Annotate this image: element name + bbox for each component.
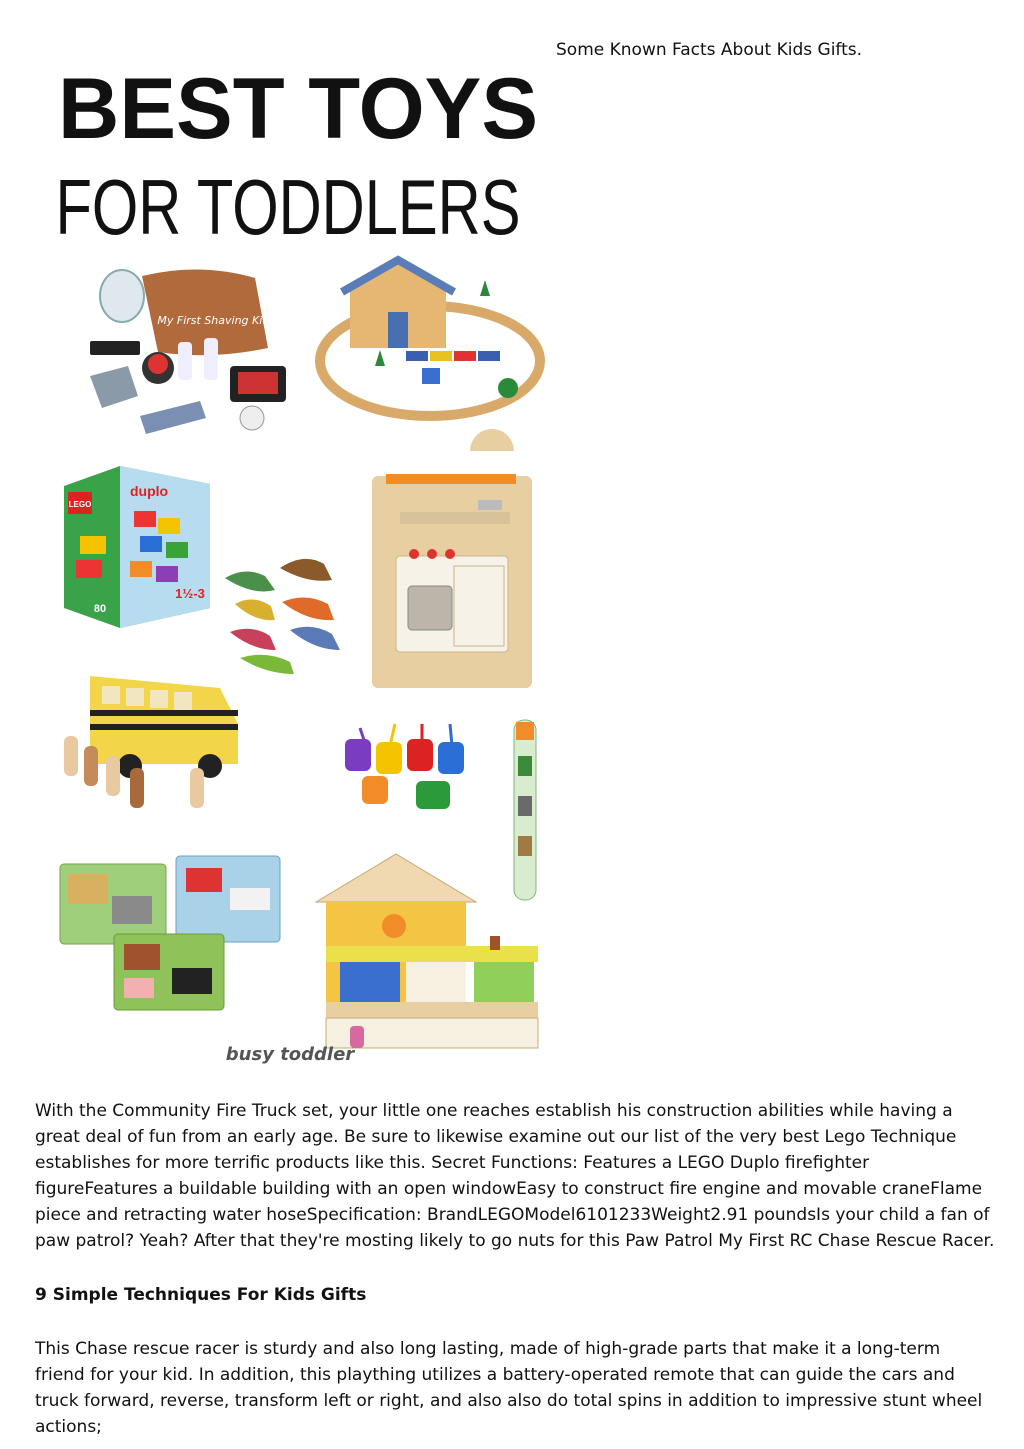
collage-title-line1: BEST TOYS	[58, 61, 538, 157]
play-kitchen-toy	[372, 429, 532, 688]
wooden-school-bus-toy	[64, 676, 238, 808]
paint-cups-toy	[345, 724, 464, 809]
paragraph-2: This Chase rescue racer is sturdy and also long lasting, made of high-grade parts that make it a long-term friend for your kid. In addition, this plaything utilizes a battery-operated remote that can guide the cars and truck forward, reverse, transform left or right, and also also do total spins in addition to impressive stunt wheel actions;	[35, 1339, 983, 1437]
duplo-brand-label: duplo	[130, 483, 169, 499]
shaving-kit-toy	[90, 269, 286, 434]
collage-title-line2: FOR TODDLERS	[55, 163, 521, 251]
paragraph-1: With the Community Fire Truck set, your little one reaches establish his construction abilities while having a great deal of fun from an early age. Be sure to likewise examine out our list of the very best Lego Technique establishes for more terrific products like this. Secret Functions: Features a LEGO Duplo firefighter figureFeatures a buildable building with an open windowEasy to construct fire engine and movable craneFlame piece and retracting water hoseSpecification: BrandLEGOModel6101233Weight2.91 poundsIs your child a fan of paw patrol? Yeah? After that they're mosting likely to go nuts for this Paw Patrol My First RC Chase Rescue Racer.	[35, 1101, 995, 1251]
shaving-kit-label: My First Shaving Kit	[157, 314, 267, 327]
animal-tube-toy	[514, 720, 536, 900]
train-set-toy	[320, 260, 540, 416]
busy-toddler-logo: busy toddler	[225, 1044, 355, 1065]
lego-brand-label: LEGO	[68, 500, 92, 509]
best-toys-collage-image	[50, 56, 555, 1076]
piece-count-label: 80	[93, 603, 107, 615]
dinosaur-figures-toy	[225, 559, 340, 674]
side-title: Some Known Facts About Kids Gifts.	[556, 40, 863, 60]
dollhouse-toy	[316, 854, 538, 1048]
lego-duplo-box-toy	[64, 466, 210, 628]
section-heading: 9 Simple Techniques For Kids Gifts	[35, 1285, 367, 1305]
wooden-puzzles-toy	[60, 856, 280, 1010]
age-label: 1½-3	[175, 586, 205, 601]
